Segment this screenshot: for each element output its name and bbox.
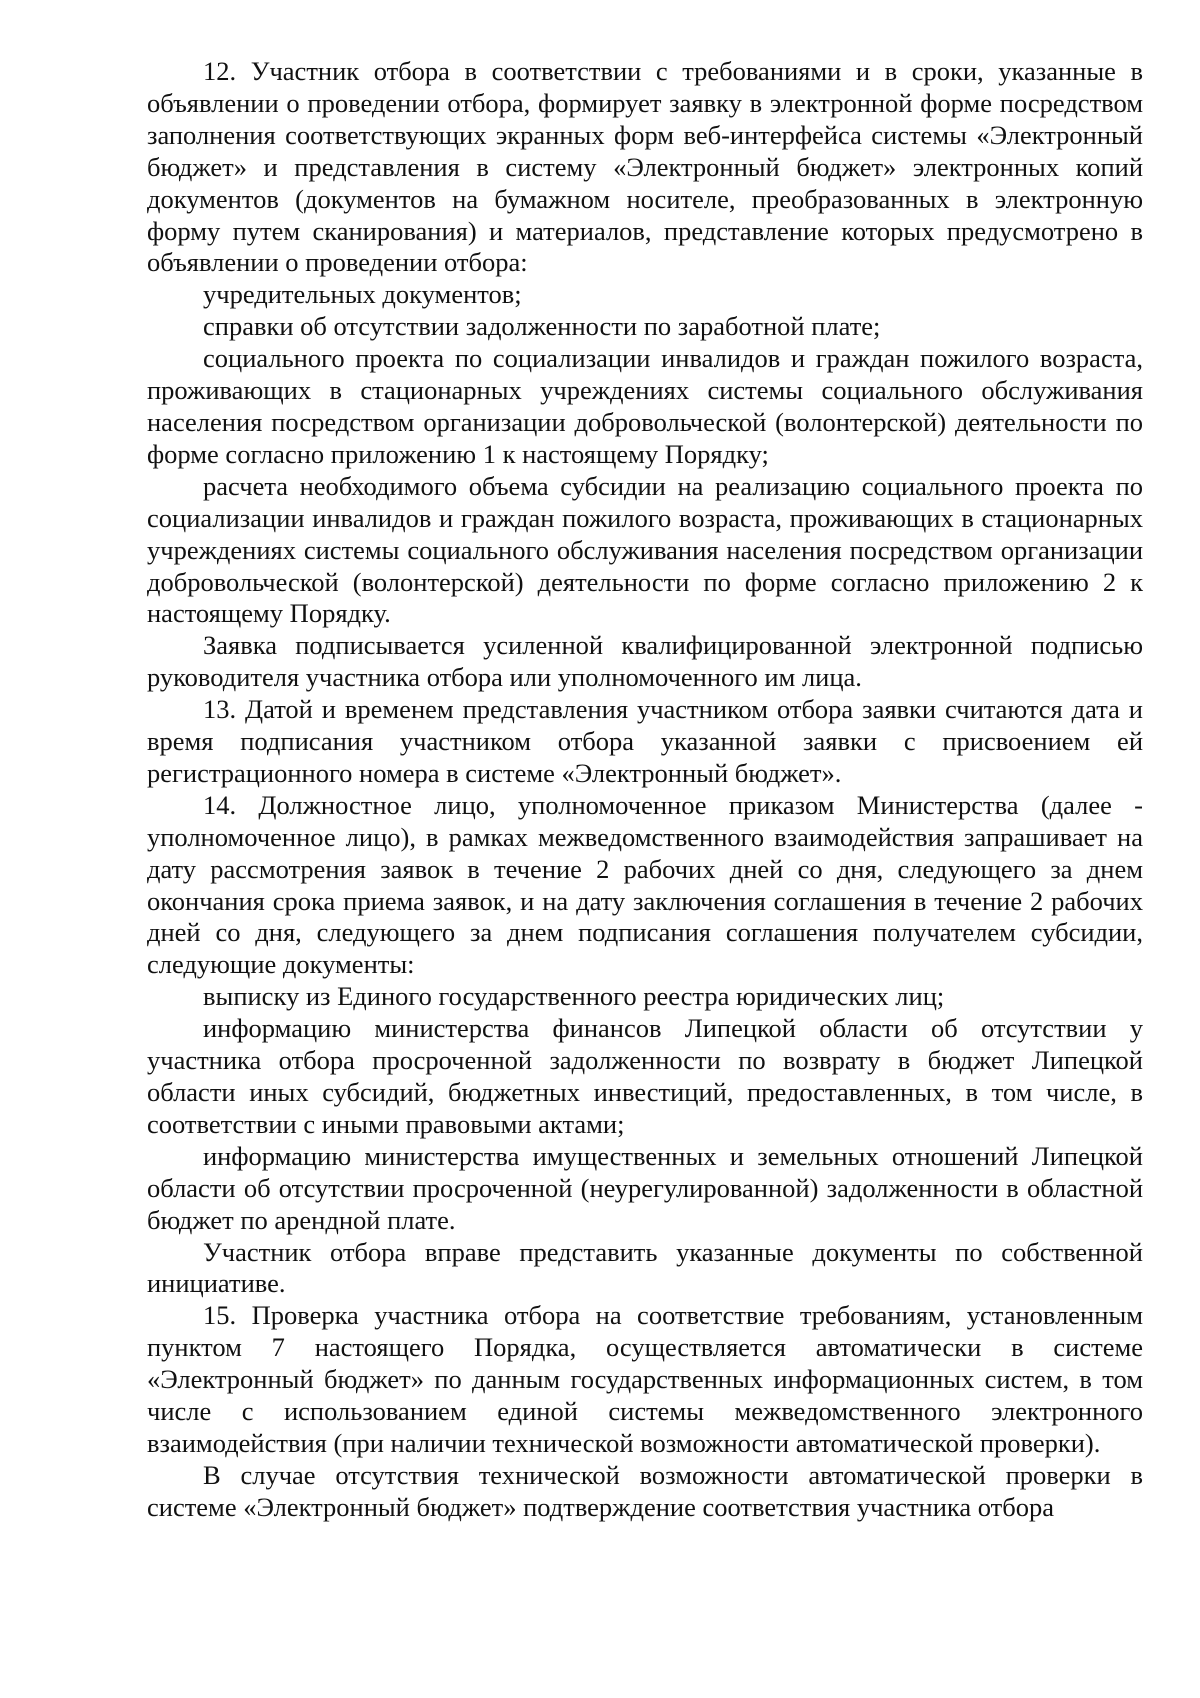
paragraph-item-14-official: 14. Должностное лицо, уполномоченное приказом Министерства (далее - уполномоченное лицо), в рамках межведомственного взаимодействия запрашивает на дату рассмотрения заявок в течение 2 рабочих дней со дня, следующего за днем окончания срока приема заявок, и на дату заключения соглашения в течение 2 рабочих дней со дня, следующего за днем подписания соглашения получателем субсидии, следующие документы: — [147, 789, 1143, 980]
paragraph-item-12-submission: 12. Участник отбора в соответствии с требованиями и в сроки, указанные в объявлении о проведении отбора, формирует заявку в электронной форме посредством заполнения соответствующих экранных форм веб-интерфейса системы «Электронный бюджет» и представления в систему «Электронный бюджет» электронных копий документов (документов на бумажном носителе, преобразованных в электронную форму путем сканирования) и материалов, представление которых предусмотрено в объявлении о проведении отбора: — [147, 56, 1143, 278]
paragraph-item-13-date-time: 13. Датой и временем представления участником отбора заявки считаются дата и время подписания участником отбора указанной заявки с присвоением ей регистрационного номера в системе «Электронный бюджет». — [147, 694, 1143, 788]
list-item-social-project: социального проекта по социализации инвалидов и граждан пожилого возраста, проживающих в стационарных учреждениях системы социального обслуживания населения посредством организации добровольческой (волонтерской) деятельности по форме согласно приложению 1 к настоящему Порядку; — [147, 343, 1143, 469]
list-item-property-ministry-info: информацию министерства имущественных и земельных отношений Липецкой области об отсутствии просроченной (неурегулированной) задолженности в областной бюджет по арендной плате. — [147, 1140, 1143, 1235]
paragraph-signature: Заявка подписывается усиленной квалифицированной электронной подписью руководителя участника отбора или уполномоченного им лица. — [147, 630, 1143, 693]
list-item-finance-ministry-info: информацию министерства финансов Липецкой области об отсутствии у участника отбора просроченной задолженности по возврату в бюджет Липецкой области иных субсидий, бюджетных инвестиций, предоставленных, в том числе, в соответствии с иными правовыми актами; — [147, 1013, 1143, 1139]
paragraph-item-15-verification: 15. Проверка участника отбора на соответствие требованиям, установленным пунктом 7 настоящего Порядка, осуществляется автоматически в системе «Электронный бюджет» по данным государственных информационных систем, в том числе с использованием единой системы межведомственного электронного взаимодействия (при наличии технической возможности автоматической проверки). — [147, 1300, 1143, 1458]
paragraph-no-technical-possibility: В случае отсутствия технической возможности автоматической проверки в системе «Электронный бюджет» подтверждение соответствия участника отбора — [147, 1459, 1143, 1522]
list-item-wage-debt-certificate: справки об отсутствии задолженности по заработной плате; — [203, 311, 881, 342]
list-item-subsidy-calculation: расчета необходимого объема субсидии на реализацию социального проекта по социализации инвалидов и граждан пожилого возраста, проживающих в стационарных учреждениях системы социального обслуживания населения посредством организации добровольческой (волонтерской) деятельности по форме согласно приложению 2 к настоящему Порядку. — [147, 470, 1143, 629]
paragraph-own-initiative: Участник отбора вправе представить указанные документы по собственной инициативе. — [147, 1236, 1143, 1299]
document-page — [147, 56, 1143, 1524]
list-item-founding-documents: учредительных документов; — [203, 279, 522, 310]
list-item-egrul-extract: выписку из Единого государственного реестра юридических лиц; — [203, 981, 945, 1012]
